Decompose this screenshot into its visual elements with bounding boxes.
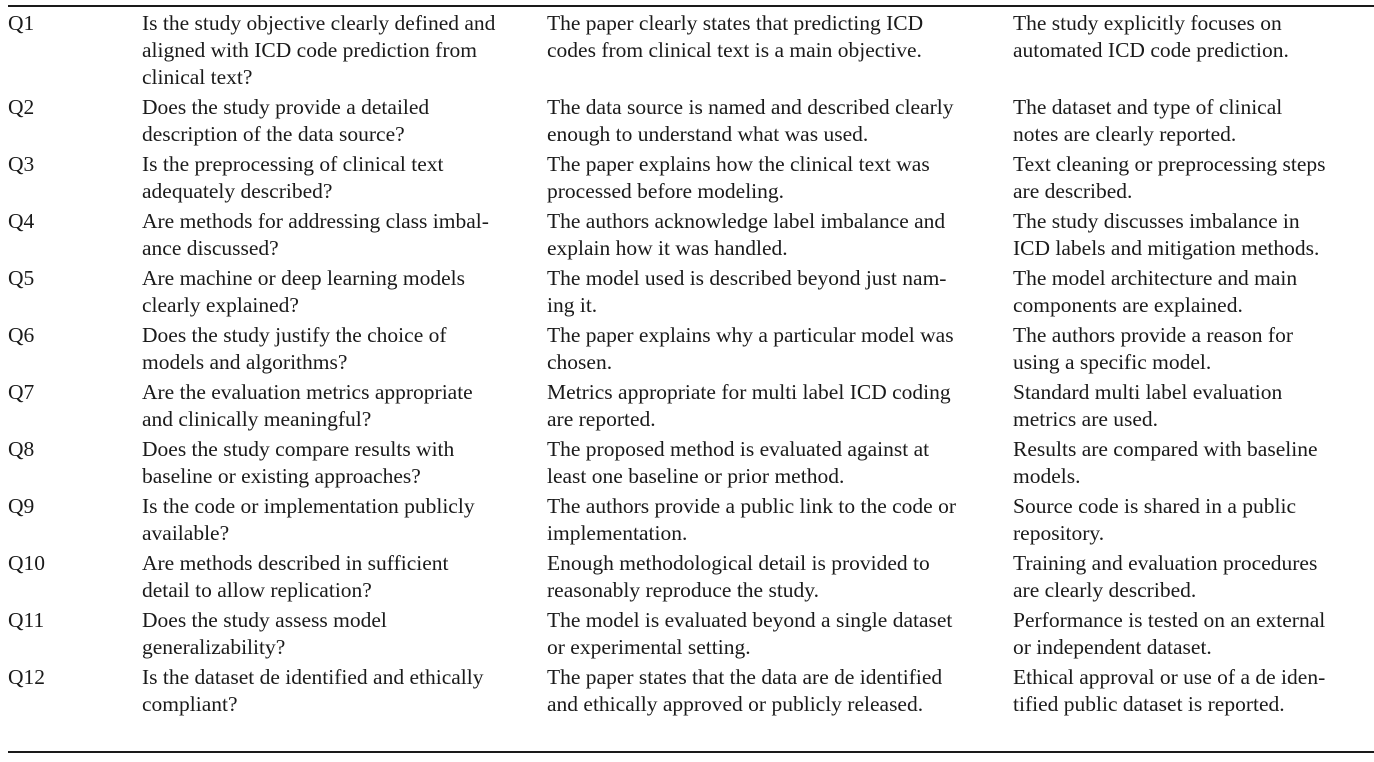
table-row (8, 607, 1374, 664)
question-line: Are methods for addressing class imbal- (142, 209, 489, 233)
criterion-cell (547, 208, 1013, 265)
question-cell (142, 322, 547, 379)
table-top-rule (8, 5, 1374, 7)
question-line: Does the study justify the choice of (142, 323, 447, 347)
question-line: ance discussed? (142, 236, 279, 260)
question-line: compliant? (142, 692, 238, 716)
criterion-line: explain how it was handled. (547, 236, 788, 260)
criterion-cell (547, 265, 1013, 322)
table-row (8, 379, 1374, 436)
example-line: models. (1013, 464, 1081, 488)
criterion-cell (547, 94, 1013, 151)
question-id-text: Q4 (8, 209, 35, 233)
criterion-line: ing it. (547, 293, 598, 317)
question-id-text: Q10 (8, 551, 46, 575)
question-id-text: Q5 (8, 266, 35, 290)
criterion-cell (547, 322, 1013, 379)
question-id-cell (8, 208, 142, 265)
example-line: using a specific model. (1013, 350, 1212, 374)
example-line: repository. (1013, 521, 1105, 545)
table-row (8, 664, 1374, 718)
example-cell (1013, 208, 1374, 265)
question-line: Are the evaluation metrics appropriate (142, 380, 473, 404)
question-id-cell (8, 664, 142, 718)
criterion-line: least one baseline or prior method. (547, 464, 845, 488)
question-cell (142, 379, 547, 436)
example-line: The study explicitly focuses on (1013, 11, 1282, 35)
example-line: The model architecture and main (1013, 266, 1298, 290)
criterion-line: The data source is named and described clearly (547, 95, 954, 119)
table-row (8, 265, 1374, 322)
criterion-cell (547, 379, 1013, 436)
example-line: tified public dataset is reported. (1013, 692, 1285, 716)
example-line: Standard multi label evaluation (1013, 380, 1283, 404)
question-id-cell (8, 379, 142, 436)
question-line: Are machine or deep learning models (142, 266, 465, 290)
criterion-line: The paper explains why a particular model was (547, 323, 954, 347)
question-line: Are methods described in sufficient (142, 551, 449, 575)
question-cell (142, 493, 547, 550)
table-row (8, 10, 1374, 94)
question-cell (142, 151, 547, 208)
question-cell (142, 550, 547, 607)
criterion-line: The proposed method is evaluated against at (547, 437, 930, 461)
question-line: and clinically meaningful? (142, 407, 372, 431)
criterion-cell (547, 436, 1013, 493)
question-line: models and algorithms? (142, 350, 348, 374)
example-cell (1013, 322, 1374, 379)
example-cell (1013, 664, 1374, 718)
criterion-cell (547, 10, 1013, 94)
question-line: Does the study provide a detailed (142, 95, 430, 119)
question-id-text: Q11 (8, 608, 45, 632)
question-id-text: Q3 (8, 152, 35, 176)
question-id-text: Q1 (8, 11, 35, 35)
table-row (8, 322, 1374, 379)
table-row (8, 436, 1374, 493)
criterion-line: The model is evaluated beyond a single dataset (547, 608, 953, 632)
criterion-line: chosen. (547, 350, 613, 374)
question-id-cell (8, 436, 142, 493)
example-line: The authors provide a reason for (1013, 323, 1293, 347)
example-cell (1013, 151, 1374, 208)
question-line: description of the data source? (142, 122, 405, 146)
question-id-cell (8, 607, 142, 664)
question-id-text: Q7 (8, 380, 35, 404)
criterion-line: The paper states that the data are de identified (547, 665, 943, 689)
question-line: aligned with ICD code prediction from (142, 38, 477, 62)
criterion-cell (547, 493, 1013, 550)
criterion-line: processed before modeling. (547, 179, 785, 203)
question-id-text: Q2 (8, 95, 35, 119)
criterion-cell (547, 607, 1013, 664)
table-row (8, 208, 1374, 265)
question-line: baseline or existing approaches? (142, 464, 421, 488)
example-cell (1013, 10, 1374, 94)
question-line: Is the dataset de identified and ethically (142, 665, 484, 689)
example-cell (1013, 550, 1374, 607)
criterion-line: The paper clearly states that predicting ICD (547, 11, 924, 35)
question-id-cell (8, 94, 142, 151)
example-cell (1013, 379, 1374, 436)
criterion-line: implementation. (547, 521, 688, 545)
criterion-line: enough to understand what was used. (547, 122, 869, 146)
question-line: clinical text? (142, 65, 253, 89)
example-line: The dataset and type of clinical (1013, 95, 1283, 119)
question-line: available? (142, 521, 230, 545)
criterion-line: Enough methodological detail is provided to (547, 551, 930, 575)
table-row (8, 493, 1374, 550)
question-cell (142, 94, 547, 151)
example-line: are clearly described. (1013, 578, 1197, 602)
example-cell (1013, 493, 1374, 550)
example-line: Ethical approval or use of a de iden- (1013, 665, 1326, 689)
question-line: generalizability? (142, 635, 286, 659)
question-line: Is the study objective clearly defined and (142, 11, 496, 35)
question-id-cell (8, 151, 142, 208)
example-line: Performance is tested on an external (1013, 608, 1326, 632)
criterion-line: The model used is described beyond just nam- (547, 266, 947, 290)
question-cell (142, 664, 547, 718)
example-line: are described. (1013, 179, 1133, 203)
question-cell (142, 265, 547, 322)
criterion-cell (547, 151, 1013, 208)
question-id-cell (8, 493, 142, 550)
table-row (8, 151, 1374, 208)
question-cell (142, 10, 547, 94)
question-id-cell (8, 10, 142, 94)
example-line: notes are clearly reported. (1013, 122, 1237, 146)
quality-assessment-table (8, 10, 1374, 718)
criterion-cell (547, 550, 1013, 607)
question-id-cell (8, 265, 142, 322)
criterion-line: Metrics appropriate for multi label ICD coding (547, 380, 951, 404)
table-row (8, 94, 1374, 151)
example-line: Text cleaning or preprocessing steps (1013, 152, 1326, 176)
question-line: Does the study assess model (142, 608, 387, 632)
criterion-line: or experimental setting. (547, 635, 751, 659)
criterion-line: The authors provide a public link to the code or (547, 494, 956, 518)
question-id-cell (8, 322, 142, 379)
question-cell (142, 208, 547, 265)
example-line: metrics are used. (1013, 407, 1159, 431)
criterion-line: The authors acknowledge label imbalance and (547, 209, 946, 233)
example-cell (1013, 436, 1374, 493)
question-cell (142, 607, 547, 664)
example-line: Results are compared with baseline (1013, 437, 1318, 461)
question-id-cell (8, 550, 142, 607)
criterion-line: codes from clinical text is a main objective. (547, 38, 922, 62)
example-line: ICD labels and mitigation methods. (1013, 236, 1320, 260)
criterion-cell (547, 664, 1013, 718)
example-cell (1013, 265, 1374, 322)
example-cell (1013, 94, 1374, 151)
question-line: Does the study compare results with (142, 437, 455, 461)
table-bottom-rule (8, 751, 1374, 753)
question-line: detail to allow replication? (142, 578, 372, 602)
question-line: Is the preprocessing of clinical text (142, 152, 444, 176)
table-row (8, 550, 1374, 607)
question-line: adequately described? (142, 179, 333, 203)
example-line: Source code is shared in a public (1013, 494, 1296, 518)
example-line: components are explained. (1013, 293, 1243, 317)
example-line: Training and evaluation procedures (1013, 551, 1318, 575)
question-id-text: Q9 (8, 494, 35, 518)
question-id-text: Q12 (8, 665, 46, 689)
table-body (8, 10, 1374, 718)
question-id-text: Q8 (8, 437, 35, 461)
criterion-line: The paper explains how the clinical text was (547, 152, 930, 176)
example-line: or independent dataset. (1013, 635, 1212, 659)
criterion-line: are reported. (547, 407, 656, 431)
question-cell (142, 436, 547, 493)
question-line: clearly explained? (142, 293, 299, 317)
example-line: automated ICD code prediction. (1013, 38, 1289, 62)
example-cell (1013, 607, 1374, 664)
question-id-text: Q6 (8, 323, 35, 347)
question-line: Is the code or implementation publicly (142, 494, 475, 518)
criterion-line: reasonably reproduce the study. (547, 578, 820, 602)
example-line: The study discusses imbalance in (1013, 209, 1300, 233)
criterion-line: and ethically approved or publicly released. (547, 692, 924, 716)
